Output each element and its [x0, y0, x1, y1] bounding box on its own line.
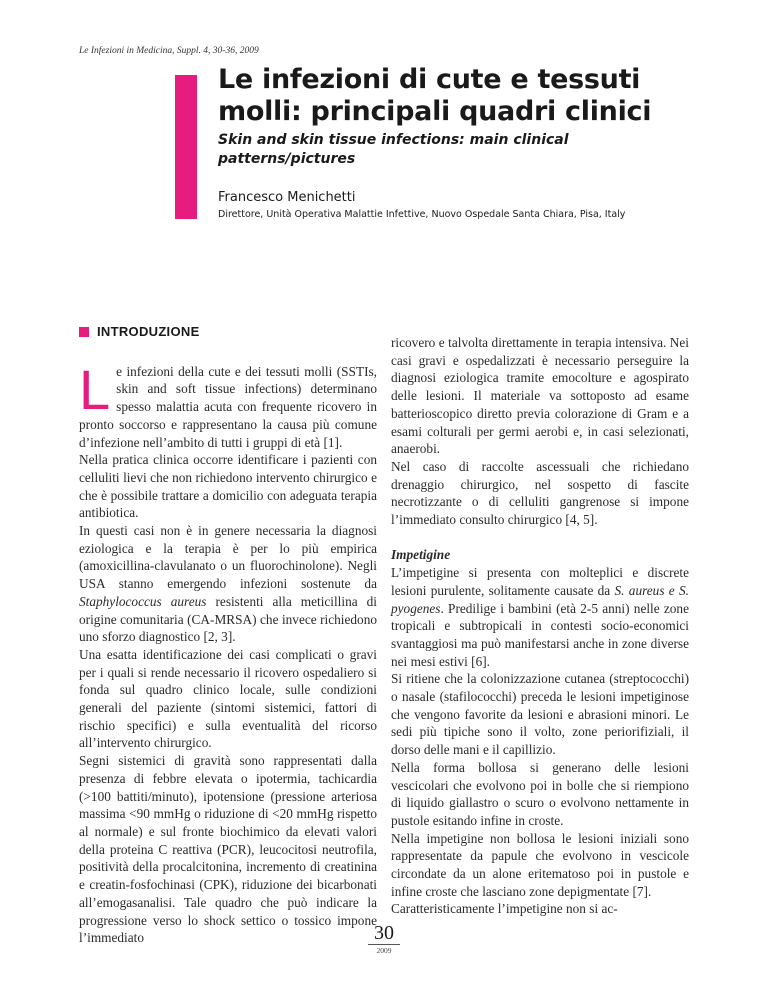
section-square-icon	[79, 327, 89, 337]
paragraph: Segni sistemici di gravità sono rappresentati dalla presenza di febbre elevata o ipotermia, tachicardia (>100 battiti/minuto), ipotensione (pressione arteriosa massima <90 mmHg o riduzione di <20 mmHg rispetto al normale) e sul fronte biochimico da elevati valori della proteina C reattiva (PCR), leucocitosi neutrofila, positività della procalcitonina, incremento di creatinina e creatin-fosfochinasi (CPK), riduzione dei bicarbonati all’emogasanalisi. Tale quadro che può indicare la progressione verso lo shock settico o tossico impone l’immediato	[79, 753, 377, 946]
paragraph: ricovero e talvolta direttamente in terapia intensiva. Nei casi gravi e ospedalizzati è necessario perseguire la diagnosi eziologica tramite emocolture e agospirato delle lesioni. Il materiale va sottoposto ad esame batterioscopico diretto previa colorazione di Gram e a esami colturali per germi aerobi e, in casi selezionati, anaerobi.	[391, 335, 689, 457]
page-year: 2009	[376, 946, 392, 955]
title-line-1: Le infezioni di cute e tessuti	[218, 64, 641, 95]
subtitle-line-2: patterns/pictures	[218, 151, 356, 167]
author-name: Francesco Menichetti	[218, 190, 356, 205]
page-number: 30	[374, 922, 394, 944]
paragraph-text: e infezioni della cute e dei tessuti molli (SSTIs, skin and soft tissue infections) determinano spesso malattia acuta con frequente ricovero in pronto soccorso e rappresentano la causa più comune d’infezione nell’ambito di tutti i gruppi di età [1].	[79, 363, 377, 450]
paragraph-gap	[391, 529, 689, 547]
paragraph	[79, 357, 377, 452]
paragraph-text: . Predilige i bambini (età 2-5 anni) nelle zone tropicali e subtropicali in contesti socio-economici svantaggiosi ma può manifestarsi anche in zone diverse nei mesi estivi [6].	[391, 600, 689, 669]
section-heading	[79, 323, 377, 341]
paragraph	[391, 564, 689, 670]
paragraph-text: In questi casi non è in genere necessaria la diagnosi eziologica e la terapia è per lo più empirica (amoxicillina-clavulanato o un fluorochinolone). Negli USA stanno emergendo infezioni sostenute da	[79, 523, 377, 592]
page-number-rule	[368, 944, 400, 945]
subtitle-line-1: Skin and skin tissue infections: main clinical	[218, 132, 569, 148]
paragraph-text: resistenti alla meticillina di origine comunitaria (CA-MRSA) che invece richiedono uno sforzo diagnostico [2, 3].	[79, 593, 377, 645]
author-affiliation: Direttore, Unità Operativa Malattie Infettive, Nuovo Ospedale Santa Chiara, Pisa, Italy	[218, 209, 626, 220]
paragraph: Una esatta identificazione dei casi complicati o gravi per i quali si rende necessario il ricovero ospedaliero si fonda sul quadro clinico locale, sulle condizioni generali del paziente (sintomi sistemici, fattori di rischio specifici) e sulla eventualità del ricorso all’intervento chirurgico.	[79, 646, 377, 751]
subsection-heading: Impetigine	[391, 547, 451, 563]
paragraph: Nella pratica clinica occorre identificare i pazienti con celluliti lievi che non richiedono intervento chirurgico e che è possibile trattare a domicilio con adeguata terapia antibiotica.	[79, 452, 377, 521]
title-accent-bar	[175, 75, 197, 219]
right-column	[391, 334, 689, 918]
section-heading-label: INTRODUZIONE	[97, 324, 200, 339]
paragraph: Nella forma bollosa si generano delle lesioni vescicolari che evolvono poi in bolle che si riempiono di liquido giallastro o scuro o evolvono nettamente in pustole esitando infine in croste.	[391, 759, 689, 828]
paragraph: Nel caso di raccolte ascessuali che richiedano drenaggio chirurgico, nel sospetto di fascite necrotizzante o di celluliti gangrenose si impone l’immediato consulto chirurgico [4, 5].	[391, 458, 689, 528]
paragraph: Nella impetigine non bollosa le lesioni iniziali sono rappresentate da papule che evolvono in vescicole circondate da un alone eritematoso poi in pustole e infine croste che lasciano zone depigmentate [7].	[391, 830, 689, 899]
running-head: Le Infezioni in Medicina, Suppl. 4, 30-36, 2009	[79, 46, 259, 56]
drop-cap: L	[79, 357, 111, 421]
paragraph-text: L’impetigine si presenta con molteplici e discrete lesioni purulente, solitamente causate da	[391, 565, 689, 598]
species-name: S. aureus e S. pyogenes	[391, 582, 689, 616]
left-column	[79, 318, 377, 947]
paragraph: Si ritiene che la colonizzazione cutanea (streptococchi) o nasale (stafilococchi) preceda le lesioni impetiginose che vengono favorite da lesioni e abrasioni minori. Le sedi più tipiche sono il volto, zone periorifiziali, il dorso delle mani e il capillizio.	[391, 671, 689, 758]
title-line-2: molli: principali quadri clinici	[218, 96, 652, 127]
article-subtitle	[218, 131, 688, 169]
paragraph: Caratteristicamente l’impetigine non si ac-	[391, 901, 618, 917]
paragraph	[79, 522, 377, 646]
species-name: Staphylococcus aureus	[79, 593, 207, 609]
article-title	[218, 64, 718, 128]
